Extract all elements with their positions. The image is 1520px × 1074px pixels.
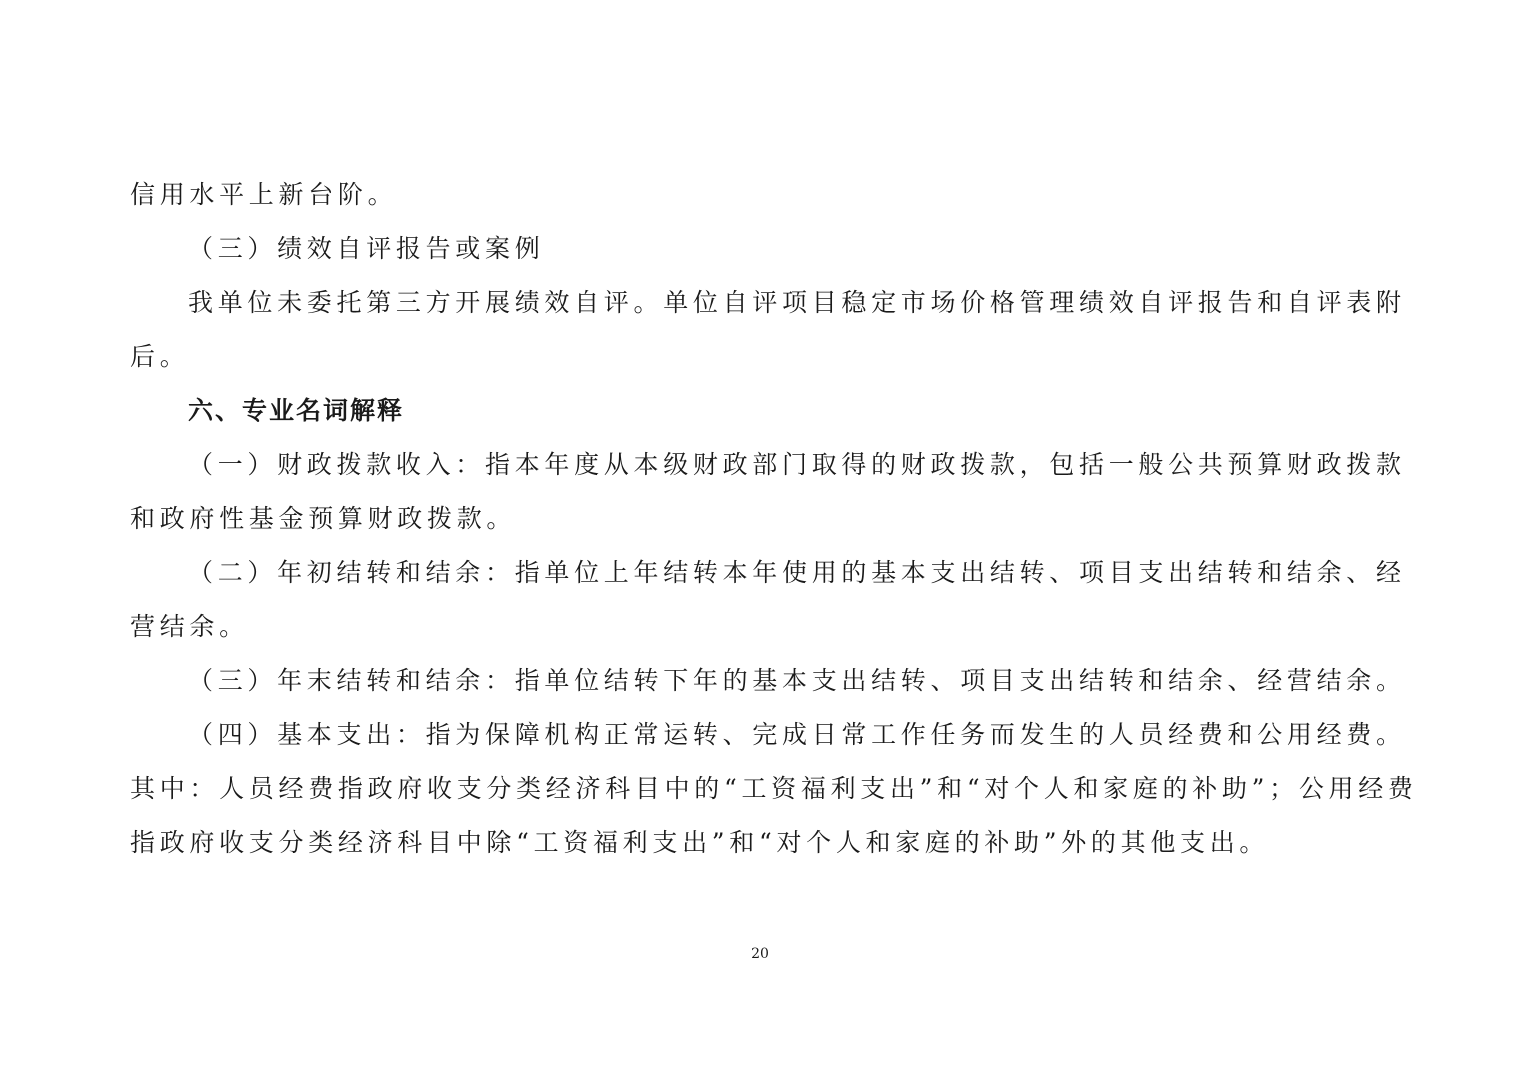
paragraph-line: （三）年末结转和结余：指单位结转下年的基本支出结转、项目支出结转和结余、经营结余。 [188,666,1406,695]
subheading-self-evaluation: （三）绩效自评报告或案例 [188,234,545,263]
section-heading: 六、专业名词解释 [188,396,405,425]
paragraph-line: 其中：人员经费指政府收支分类经济科目中的“工资福利支出”和“对个人和家庭的补助”；公用经费 [130,774,1418,803]
paragraph-line: 和政府性基金预算财政拨款。 [130,504,517,533]
paragraph-line: 指政府收支分类经济科目中除“工资福利支出”和“对个人和家庭的补助”外的其他支出。 [130,828,1270,857]
paragraph-line: 后。 [130,342,190,371]
paragraph-line: 信用水平上新台阶。 [130,180,398,209]
paragraph-line: 营结余。 [130,612,249,641]
paragraph-line: （一）财政拨款收入：指本年度从本级财政部门取得的财政拨款，包括一般公共预算财政拨款 [188,450,1406,479]
paragraph-line: （二）年初结转和结余：指单位上年结转本年使用的基本支出结转、项目支出结转和结余、经 [188,558,1406,587]
page-number: 20 [751,946,769,962]
paragraph-line: 我单位未委托第三方开展绩效自评。单位自评项目稳定市场价格管理绩效自评报告和自评表附 [188,288,1406,317]
paragraph-line: （四）基本支出：指为保障机构正常运转、完成日常工作任务而发生的人员经费和公用经费。 [188,720,1406,749]
